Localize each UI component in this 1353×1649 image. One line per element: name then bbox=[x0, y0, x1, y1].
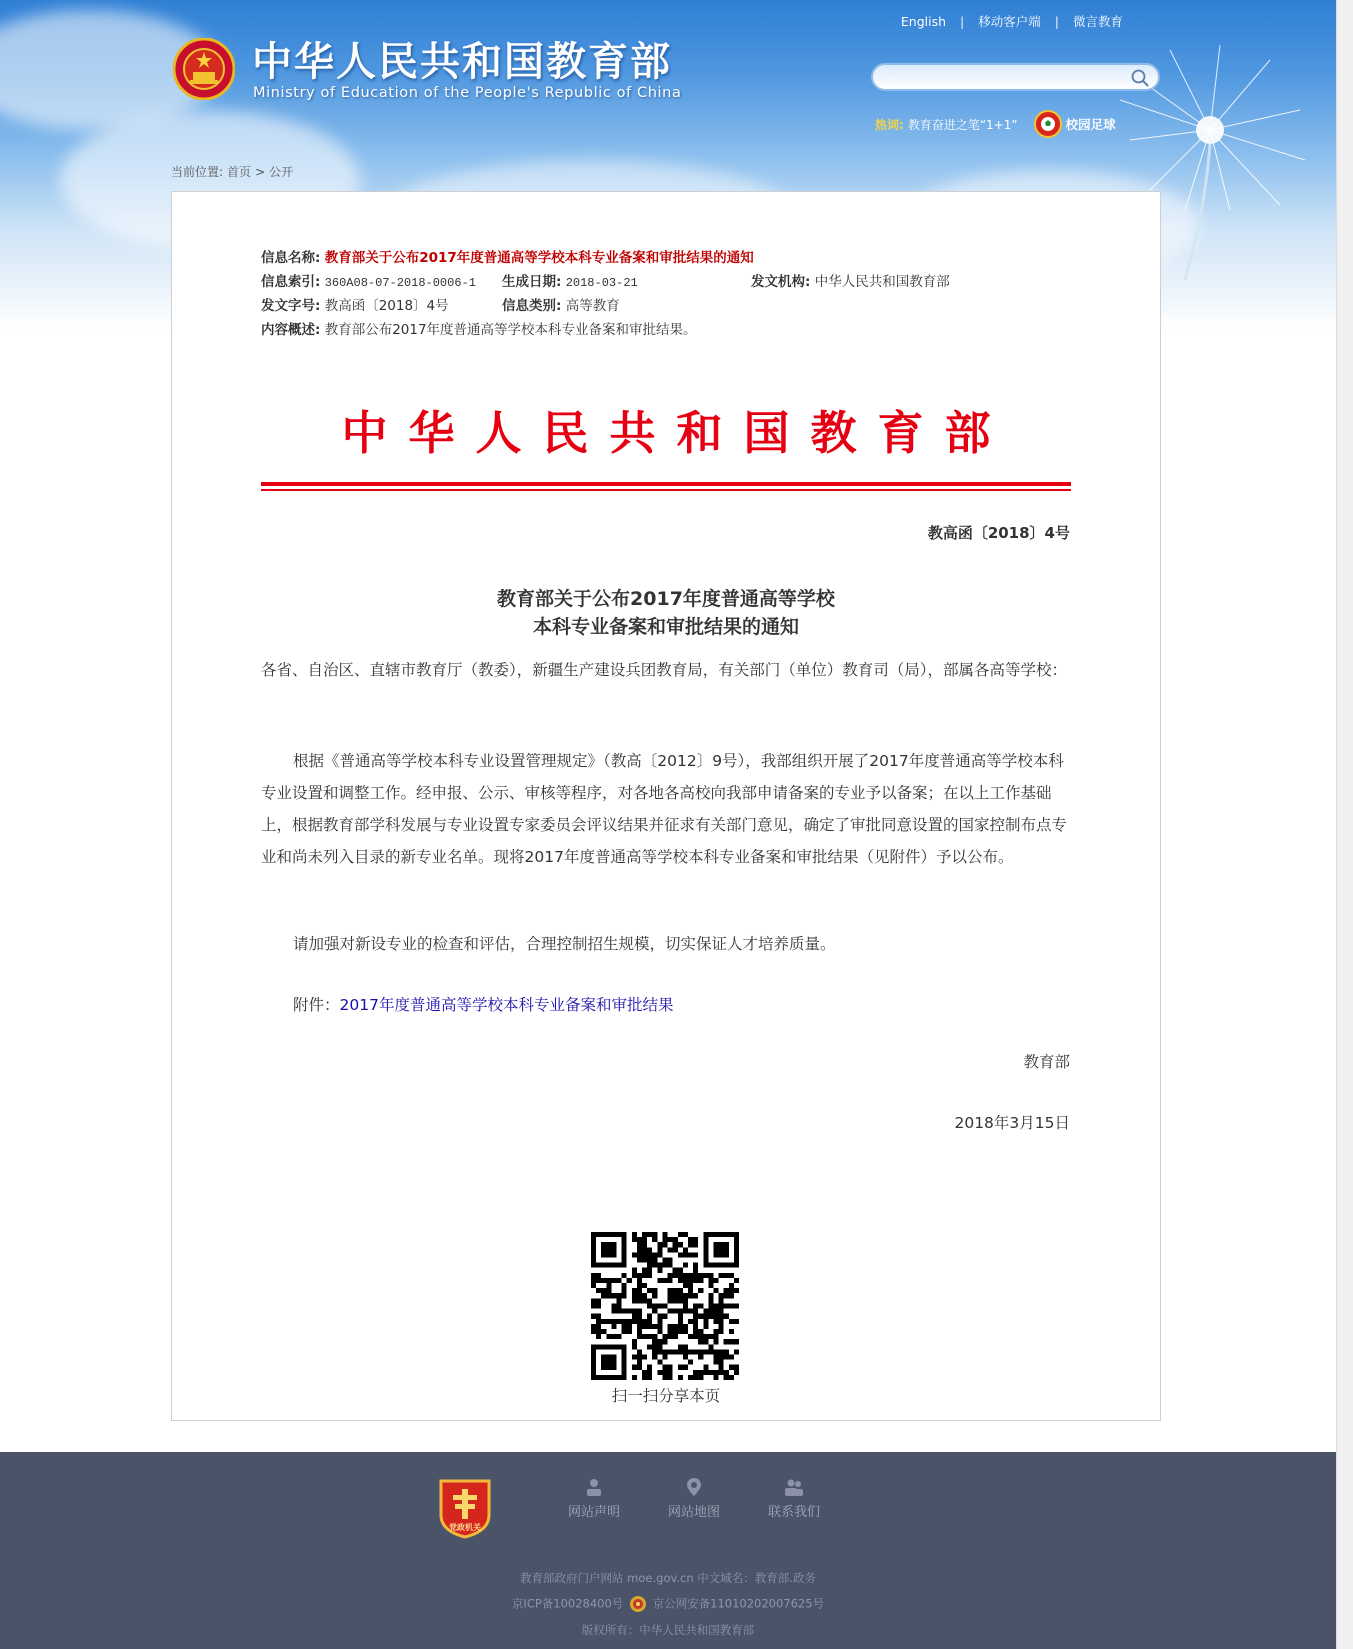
location-pin-icon bbox=[684, 1477, 704, 1497]
hot-item-link[interactable]: 教育奋进之笔“1+1” bbox=[907, 117, 1018, 132]
meta-date-label: 生成日期: bbox=[502, 274, 562, 290]
english-link[interactable]: English bbox=[900, 13, 947, 29]
weiyan-link[interactable]: 微言教育 bbox=[1072, 14, 1123, 29]
meta-index-value: 360A08-07-2018-0006-1 bbox=[324, 276, 476, 290]
signature: 教育部 bbox=[1023, 1053, 1070, 1071]
meta-summary-value: 教育部公布2017年度普通高等学校本科专业备案和审批结果。 bbox=[324, 322, 697, 338]
red-rule bbox=[261, 489, 1071, 491]
party-government-badge-icon[interactable] bbox=[437, 1475, 493, 1539]
contact-us-label: 联系我们 bbox=[767, 1505, 820, 1520]
document-number: 教高函〔2018〕4号 bbox=[927, 524, 1070, 542]
badge-text: 党政机关 bbox=[449, 1523, 481, 1532]
site-map-label: 网站地图 bbox=[667, 1505, 720, 1520]
site-subtitle: Ministry of Education of the People's Republic of China bbox=[253, 85, 682, 101]
site-footer bbox=[0, 1452, 1336, 1649]
body-paragraph: 根据《普通高等学校本科专业设置管理规定》（教高〔2012〕9号），我部组织开展了2017年度普通高等学校本科专业设置和调整工作。经申报、公示、审核等程序，对各地各高校向我部申请备案的专业予以备案；在以上工作基础上，根据教育部学科发展与专业设置专家委员会评议结果并征求有关部门意见，确定了审批同意设置的国家控制布点专业和尚未列入目录的新专业名单。现将2017年度普通高等学校本科专业备案和审批结果（见附件）予以公布。 bbox=[261, 752, 1068, 866]
link-separator: | bbox=[1054, 13, 1059, 29]
top-links bbox=[901, 12, 1123, 30]
site-statement-label: 网站声明 bbox=[567, 1505, 620, 1520]
red-rule bbox=[261, 482, 1071, 486]
document-card bbox=[171, 191, 1161, 1421]
site-statement-link[interactable] bbox=[554, 1477, 634, 1520]
breadcrumb-home[interactable]: 首页 bbox=[227, 165, 252, 179]
hot-words bbox=[875, 110, 1116, 138]
breadcrumb-prefix: 当前位置: bbox=[171, 165, 224, 179]
search-box bbox=[871, 63, 1160, 91]
copyright: 版权所有：中华人民共和国教育部 bbox=[581, 1623, 755, 1637]
document-title-line: 教育部关于公布2017年度普通高等学校 bbox=[497, 588, 835, 610]
police-record-number[interactable]: 京公网安备11010202007625号 bbox=[652, 1596, 825, 1611]
link-separator: | bbox=[960, 13, 965, 29]
campus-football-link[interactable]: 校园足球 bbox=[1065, 117, 1116, 132]
document-red-header: 中华人民共和国教育部 bbox=[341, 406, 1012, 460]
contact-us-link[interactable] bbox=[754, 1477, 834, 1520]
document-date: 2018年3月15日 bbox=[954, 1114, 1070, 1132]
meta-index-label: 信息索引: bbox=[261, 274, 321, 290]
meta-docno-label: 发文字号: bbox=[261, 298, 321, 314]
page-scrollbar[interactable] bbox=[1336, 0, 1353, 1649]
icp-number[interactable]: 京ICP备10028400号 bbox=[511, 1596, 624, 1611]
breadcrumb-separator: > bbox=[255, 165, 266, 179]
meta-category-label: 信息类别: bbox=[502, 298, 562, 314]
meta-date-value: 2018-03-21 bbox=[565, 276, 638, 290]
site-title: 中华人民共和国教育部 bbox=[252, 38, 672, 85]
meta-org-label: 发文机构: bbox=[751, 274, 811, 290]
attachment-label: 附件： bbox=[293, 996, 340, 1014]
contact-people-icon bbox=[783, 1477, 805, 1497]
breadcrumb-current[interactable]: 公开 bbox=[269, 165, 294, 179]
campus-football-icon[interactable] bbox=[1034, 110, 1062, 138]
meta-docno-value: 教高函〔2018〕4号 bbox=[324, 298, 449, 314]
attachment-link[interactable]: 2017年度普通高等学校本科专业备案和审批结果 bbox=[339, 996, 674, 1014]
meta-summary-label: 内容概述: bbox=[261, 322, 321, 338]
national-emblem-icon bbox=[173, 38, 235, 100]
meta-category-value: 高等教育 bbox=[565, 298, 620, 314]
footer-domain-line: 教育部政府门户网站 moe.gov.cn 中文域名：教育部.政务 bbox=[520, 1571, 816, 1585]
mobile-client-link[interactable]: 移动客户端 bbox=[978, 14, 1041, 29]
attachment-line bbox=[261, 989, 1071, 1021]
document-title-line: 本科专业备案和审批结果的通知 bbox=[532, 616, 799, 638]
site-map-link[interactable] bbox=[654, 1477, 734, 1520]
meta-org-value: 中华人民共和国教育部 bbox=[814, 274, 950, 290]
meta-name-label: 信息名称: bbox=[261, 250, 321, 266]
user-icon bbox=[584, 1477, 604, 1497]
document-title bbox=[261, 585, 1071, 641]
meta-name-value: 教育部关于公布2017年度普通高等学校本科专业备案和审批结果的通知 bbox=[324, 250, 754, 266]
footer-registration-line bbox=[0, 1595, 1336, 1613]
breadcrumb bbox=[171, 163, 297, 180]
qr-code bbox=[591, 1232, 739, 1380]
police-badge-icon bbox=[629, 1595, 647, 1613]
qr-caption: 扫一扫分享本页 bbox=[611, 1387, 721, 1405]
salutation: 各省、自治区、直辖市教育厅（教委），新疆生产建设兵团教育局，有关部门（单位）教育司（局），部属各高等学校： bbox=[261, 661, 1068, 679]
hot-label: 热词: bbox=[875, 117, 904, 132]
body-paragraph: 请加强对新设专业的检查和评估，合理控制招生规模，切实保证人才培养质量。 bbox=[293, 935, 836, 953]
search-input[interactable] bbox=[885, 65, 1129, 91]
search-icon[interactable] bbox=[1130, 68, 1150, 88]
